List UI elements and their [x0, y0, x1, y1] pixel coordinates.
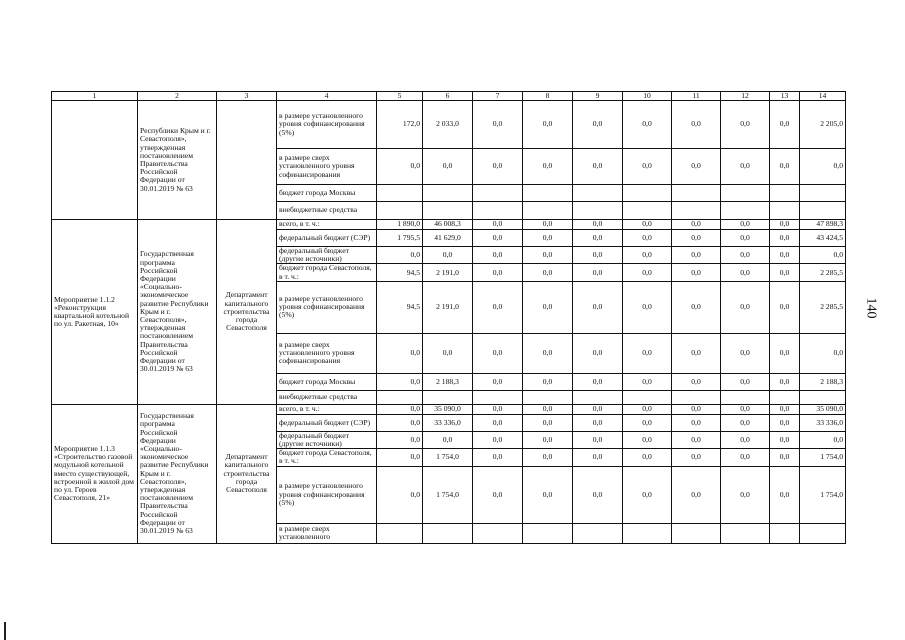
column-number: 3 [217, 92, 277, 101]
amount-cell: 1 795,5 [377, 230, 423, 247]
amount-cell [770, 185, 800, 202]
amount-cell: 0,0 [721, 264, 770, 281]
amount-cell: 1 890,0 [377, 220, 423, 230]
amount-cell: 0,0 [473, 247, 523, 264]
column-number: 1 [52, 92, 138, 101]
page-edge-mark [4, 622, 6, 640]
amount-cell: 0,0 [770, 449, 800, 466]
column-number: 12 [721, 92, 770, 101]
amount-cell: 0,0 [672, 404, 721, 414]
amount-cell: 0,0 [523, 230, 573, 247]
amount-cell: 0,0 [800, 431, 846, 448]
amount-cell: 0,0 [770, 466, 800, 523]
amount-cell: 0,0 [770, 431, 800, 448]
amount-cell: 0,0 [721, 466, 770, 523]
amount-cell [623, 390, 672, 404]
header-row [52, 92, 846, 101]
amount-cell: 0,0 [523, 281, 573, 333]
amount-cell: 0,0 [770, 404, 800, 414]
amount-cell: 0,0 [573, 247, 623, 264]
program-name: Государственная программа Российской Федерации «Социально-экономическое развитие Республики Крым и г. Севастополя», утвержденная постановлением Правительства Российской Федерации от 30.01.2019 № 63 [138, 220, 217, 405]
amount-cell [800, 523, 846, 543]
amount-cell: 0,0 [672, 247, 721, 264]
amount-cell: 0,0 [672, 230, 721, 247]
amount-cell: 35 090,0 [423, 404, 473, 414]
amount-cell [573, 523, 623, 543]
amount-cell: 0,0 [672, 281, 721, 333]
funding-source: в размере установленного уровня софинансирования (5%) [277, 281, 377, 333]
amount-cell: 0,0 [721, 404, 770, 414]
activity-name: Мероприятие 1.1.2 «Реконструкция квартальной котельной по ул. Ракетная, 10» [52, 220, 138, 405]
amount-cell: 0,0 [523, 220, 573, 230]
amount-cell: 0,0 [573, 333, 623, 373]
amount-cell [721, 185, 770, 202]
table-row [52, 220, 846, 230]
amount-cell [523, 185, 573, 202]
amount-cell: 0,0 [672, 431, 721, 448]
amount-cell: 0,0 [721, 149, 770, 185]
amount-cell: 0,0 [623, 466, 672, 523]
amount-cell: 0,0 [423, 431, 473, 448]
amount-cell: 0,0 [473, 149, 523, 185]
amount-cell: 0,0 [473, 404, 523, 414]
responsible-executor: Департамент капитального строительства города Севастополя [217, 220, 277, 405]
amount-cell: 0,0 [770, 264, 800, 281]
amount-cell: 0,0 [770, 281, 800, 333]
column-number: 2 [138, 92, 217, 101]
amount-cell: 0,0 [473, 373, 523, 390]
amount-cell: 0,0 [423, 247, 473, 264]
funding-source: в размере установленного уровня софинансирования (5%) [277, 101, 377, 149]
amount-cell: 0,0 [800, 247, 846, 264]
amount-cell [721, 523, 770, 543]
table-row [52, 101, 846, 149]
activity-name: Мероприятие 1.1.3 «Строительство газовой модульной котельной вместо существующей, встроенной в жилой дом по ул. Героев Севастополя, 21» [52, 404, 138, 543]
amount-cell: 0,0 [623, 404, 672, 414]
amount-cell [423, 185, 473, 202]
column-number: 6 [423, 92, 473, 101]
amount-cell: 0,0 [523, 414, 573, 431]
funding-source: в размере сверх установленного уровня софинансирования [277, 149, 377, 185]
funding-source: в размере сверх установленного [277, 523, 377, 543]
amount-cell: 0,0 [523, 373, 573, 390]
amount-cell: 0,0 [800, 333, 846, 373]
amount-cell: 1 754,0 [800, 466, 846, 523]
amount-cell: 33 336,0 [423, 414, 473, 431]
amount-cell: 0,0 [623, 247, 672, 264]
amount-cell [523, 523, 573, 543]
amount-cell: 0,0 [573, 230, 623, 247]
amount-cell: 0,0 [523, 404, 573, 414]
amount-cell: 0,0 [377, 247, 423, 264]
amount-cell: 0,0 [770, 230, 800, 247]
amount-cell [672, 202, 721, 220]
column-number: 9 [573, 92, 623, 101]
amount-cell: 0,0 [473, 466, 523, 523]
amount-cell: 0,0 [573, 281, 623, 333]
amount-cell: 0,0 [377, 404, 423, 414]
amount-cell: 0,0 [770, 220, 800, 230]
program-name: Республики Крым и г. Севастополя», утвержденная постановлением Правительства Российской Федерации от 30.01.2019 № 63 [138, 101, 217, 220]
amount-cell: 0,0 [573, 149, 623, 185]
amount-cell: 0,0 [523, 247, 573, 264]
amount-cell [800, 185, 846, 202]
amount-cell: 0,0 [523, 431, 573, 448]
amount-cell [623, 523, 672, 543]
amount-cell: 0,0 [573, 466, 623, 523]
amount-cell: 0,0 [573, 414, 623, 431]
funding-source: бюджет города Москвы [277, 373, 377, 390]
funding-source: в размере установленного уровня софинансирования (5%) [277, 466, 377, 523]
amount-cell: 94,5 [377, 264, 423, 281]
amount-cell: 35 090,0 [800, 404, 846, 414]
amount-cell [523, 202, 573, 220]
amount-cell: 0,0 [800, 149, 846, 185]
amount-cell: 0,0 [377, 414, 423, 431]
amount-cell: 0,0 [623, 431, 672, 448]
amount-cell [721, 390, 770, 404]
amount-cell [523, 390, 573, 404]
table-row [52, 404, 846, 414]
amount-cell [573, 202, 623, 220]
amount-cell: 0,0 [770, 149, 800, 185]
amount-cell: 0,0 [473, 333, 523, 373]
responsible-executor: Департамент капитального строительства города Севастополя [217, 404, 277, 543]
amount-cell: 0,0 [721, 414, 770, 431]
funding-source: всего, в т. ч.: [277, 404, 377, 414]
amount-cell [473, 202, 523, 220]
amount-cell: 0,0 [721, 230, 770, 247]
amount-cell: 0,0 [473, 101, 523, 149]
amount-cell: 1 754,0 [800, 449, 846, 466]
amount-cell: 0,0 [573, 264, 623, 281]
amount-cell [800, 202, 846, 220]
amount-cell: 1 754,0 [423, 449, 473, 466]
amount-cell: 0,0 [623, 220, 672, 230]
column-number: 4 [277, 92, 377, 101]
column-number: 14 [800, 92, 846, 101]
amount-cell: 172,0 [377, 101, 423, 149]
amount-cell: 0,0 [721, 281, 770, 333]
program-name: Государственная программа Российской Федерации «Социально-экономическое развитие Республики Крым и г. Севастополя», утвержденная постановлением Правительства Российской Федерации от 30.01.2019 № 63 [138, 404, 217, 543]
funding-source: федеральный бюджет (другие источники) [277, 431, 377, 448]
amount-cell: 0,0 [770, 414, 800, 431]
amount-cell [623, 202, 672, 220]
amount-cell: 0,0 [672, 101, 721, 149]
column-number: 10 [623, 92, 672, 101]
amount-cell: 0,0 [473, 431, 523, 448]
amount-cell [377, 523, 423, 543]
amount-cell [672, 390, 721, 404]
amount-cell: 0,0 [623, 281, 672, 333]
amount-cell: 0,0 [377, 373, 423, 390]
responsible-executor [217, 101, 277, 220]
amount-cell [672, 185, 721, 202]
amount-cell: 0,0 [770, 333, 800, 373]
amount-cell [423, 523, 473, 543]
column-number: 13 [770, 92, 800, 101]
amount-cell [721, 202, 770, 220]
amount-cell: 0,0 [473, 281, 523, 333]
amount-cell: 0,0 [672, 373, 721, 390]
column-number: 7 [473, 92, 523, 101]
amount-cell: 0,0 [473, 264, 523, 281]
amount-cell: 0,0 [623, 230, 672, 247]
amount-cell: 2 191,0 [423, 264, 473, 281]
amount-cell: 0,0 [423, 333, 473, 373]
amount-cell: 94,5 [377, 281, 423, 333]
amount-cell: 0,0 [377, 333, 423, 373]
amount-cell: 0,0 [672, 414, 721, 431]
amount-cell: 0,0 [377, 466, 423, 523]
amount-cell [473, 523, 523, 543]
amount-cell: 0,0 [573, 101, 623, 149]
amount-cell: 2 285,5 [800, 281, 846, 333]
amount-cell: 2 033,0 [423, 101, 473, 149]
amount-cell: 0,0 [721, 220, 770, 230]
amount-cell [473, 390, 523, 404]
page-number: 140 [863, 297, 879, 319]
amount-cell: 0,0 [423, 149, 473, 185]
column-number: 5 [377, 92, 423, 101]
amount-cell: 0,0 [721, 101, 770, 149]
amount-cell: 0,0 [473, 230, 523, 247]
amount-cell: 0,0 [377, 449, 423, 466]
amount-cell [377, 390, 423, 404]
amount-cell [473, 185, 523, 202]
amount-cell: 43 424,5 [800, 230, 846, 247]
amount-cell [423, 390, 473, 404]
amount-cell: 2 188,3 [800, 373, 846, 390]
amount-cell: 41 629,0 [423, 230, 473, 247]
funding-source: внебюджетные средства [277, 202, 377, 220]
amount-cell: 0,0 [721, 333, 770, 373]
amount-cell: 0,0 [721, 247, 770, 264]
amount-cell [672, 523, 721, 543]
amount-cell [377, 185, 423, 202]
amount-cell: 0,0 [623, 264, 672, 281]
amount-cell: 0,0 [623, 333, 672, 373]
amount-cell: 0,0 [672, 333, 721, 373]
amount-cell [377, 202, 423, 220]
amount-cell [423, 202, 473, 220]
amount-cell: 0,0 [523, 449, 573, 466]
amount-cell: 0,0 [573, 449, 623, 466]
amount-cell: 0,0 [623, 373, 672, 390]
amount-cell: 0,0 [377, 431, 423, 448]
activity-name [52, 101, 138, 220]
funding-source: федеральный бюджет (СЭР) [277, 414, 377, 431]
funding-source: внебюджетные средства [277, 390, 377, 404]
amount-cell: 0,0 [523, 101, 573, 149]
column-number: 8 [523, 92, 573, 101]
amount-cell: 46 008,3 [423, 220, 473, 230]
amount-cell: 2 205,0 [800, 101, 846, 149]
amount-cell [573, 185, 623, 202]
amount-cell: 0,0 [672, 466, 721, 523]
amount-cell: 0,0 [473, 449, 523, 466]
amount-cell [573, 390, 623, 404]
amount-cell: 2 188,3 [423, 373, 473, 390]
amount-cell [770, 390, 800, 404]
funding-source: бюджет города Севастополя, в т. ч.: [277, 264, 377, 281]
amount-cell: 33 336,0 [800, 414, 846, 431]
amount-cell: 0,0 [672, 220, 721, 230]
amount-cell: 0,0 [770, 247, 800, 264]
amount-cell: 0,0 [473, 220, 523, 230]
amount-cell: 0,0 [573, 404, 623, 414]
amount-cell: 0,0 [672, 149, 721, 185]
amount-cell [800, 390, 846, 404]
amount-cell: 0,0 [721, 431, 770, 448]
amount-cell: 0,0 [377, 149, 423, 185]
amount-cell: 0,0 [623, 414, 672, 431]
amount-cell: 0,0 [721, 449, 770, 466]
amount-cell: 0,0 [721, 373, 770, 390]
amount-cell: 0,0 [672, 449, 721, 466]
budget-table [51, 91, 846, 544]
funding-source: федеральный бюджет (другие источники) [277, 247, 377, 264]
column-number: 11 [672, 92, 721, 101]
amount-cell: 0,0 [573, 431, 623, 448]
amount-cell: 0,0 [573, 373, 623, 390]
amount-cell: 0,0 [770, 373, 800, 390]
amount-cell [770, 202, 800, 220]
amount-cell: 2 191,0 [423, 281, 473, 333]
funding-source: бюджет города Севастополя, в т. ч.: [277, 449, 377, 466]
amount-cell: 0,0 [523, 149, 573, 185]
amount-cell: 0,0 [623, 149, 672, 185]
funding-source: в размере сверх установленного уровня софинансирования [277, 333, 377, 373]
amount-cell: 0,0 [523, 264, 573, 281]
funding-source: всего, в т. ч.: [277, 220, 377, 230]
amount-cell: 47 898,3 [800, 220, 846, 230]
funding-source: бюджет города Москвы [277, 185, 377, 202]
amount-cell [770, 523, 800, 543]
amount-cell: 0,0 [523, 333, 573, 373]
amount-cell: 0,0 [573, 220, 623, 230]
amount-cell [623, 185, 672, 202]
amount-cell: 0,0 [623, 101, 672, 149]
amount-cell: 0,0 [623, 449, 672, 466]
amount-cell: 0,0 [523, 466, 573, 523]
funding-source: федеральный бюджет (СЭР) [277, 230, 377, 247]
amount-cell: 1 754,0 [423, 466, 473, 523]
amount-cell: 2 285,5 [800, 264, 846, 281]
amount-cell: 0,0 [672, 264, 721, 281]
amount-cell: 0,0 [473, 414, 523, 431]
amount-cell: 0,0 [770, 101, 800, 149]
